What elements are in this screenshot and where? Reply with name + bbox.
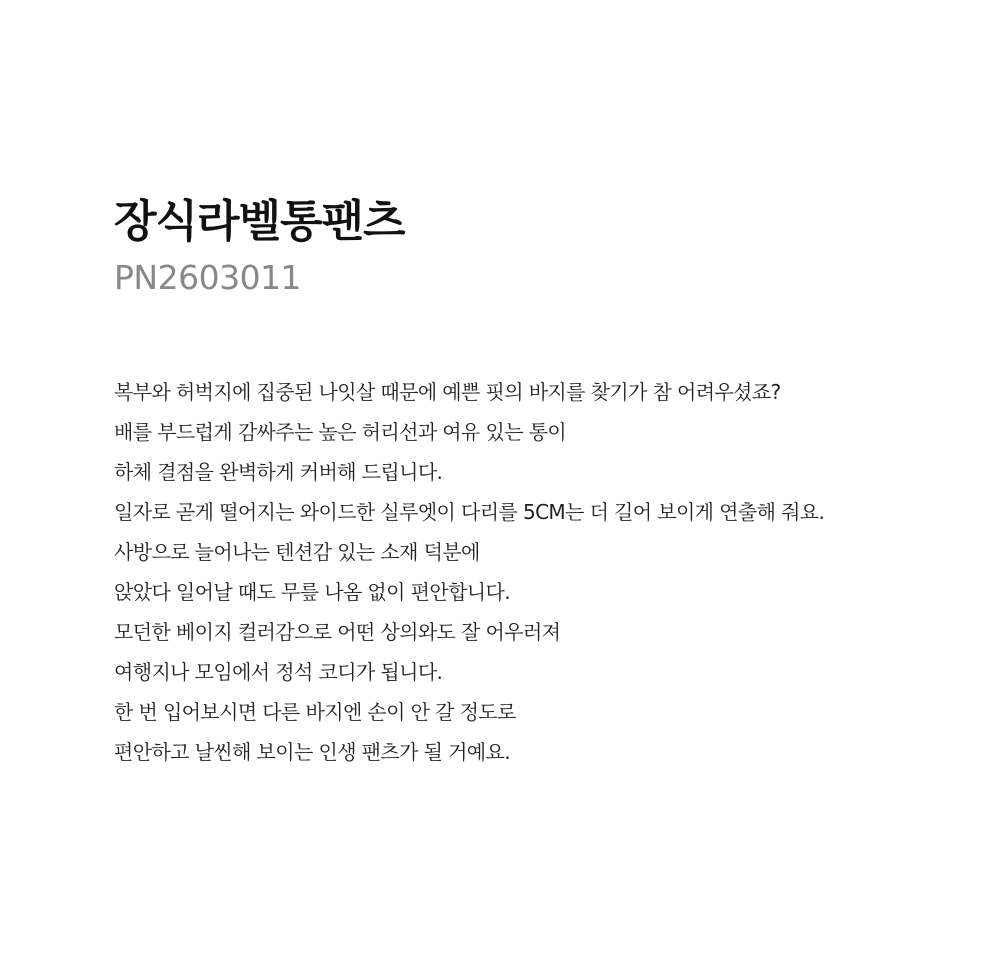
product-title: 장식라벨통팬츠 bbox=[114, 196, 405, 247]
description-line: 한 번 입어보시면 다른 바지엔 손이 안 갈 정도로 bbox=[114, 700, 516, 724]
description-line: 일자로 곧게 떨어지는 와이드한 실루엣이 다리를 5CM는 더 길어 보이게 연출해 줘요. bbox=[114, 500, 825, 524]
description-line: 편안하고 날씬해 보이는 인생 팬츠가 될 거예요. bbox=[114, 740, 510, 764]
description-line: 배를 부드럽게 감싸주는 높은 허리선과 여유 있는 통이 bbox=[114, 420, 567, 444]
description-line: 복부와 허벅지에 집중된 나잇살 때문에 예쁜 핏의 바지를 찾기가 참 어려우셨죠? bbox=[114, 380, 781, 404]
description-line: 사방으로 늘어나는 텐션감 있는 소재 덕분에 bbox=[114, 540, 480, 564]
product-description bbox=[114, 372, 824, 772]
product-code: PN2603011 bbox=[114, 258, 302, 297]
description-line: 앉았다 일어날 때도 무릎 나옴 없이 편안합니다. bbox=[114, 580, 510, 604]
description-line: 모던한 베이지 컬러감으로 어떤 상의와도 잘 어우러져 bbox=[114, 620, 561, 644]
description-line: 여행지나 모임에서 정석 코디가 됩니다. bbox=[114, 660, 443, 684]
description-line: 하체 결점을 완벽하게 커버해 드립니다. bbox=[114, 460, 443, 484]
